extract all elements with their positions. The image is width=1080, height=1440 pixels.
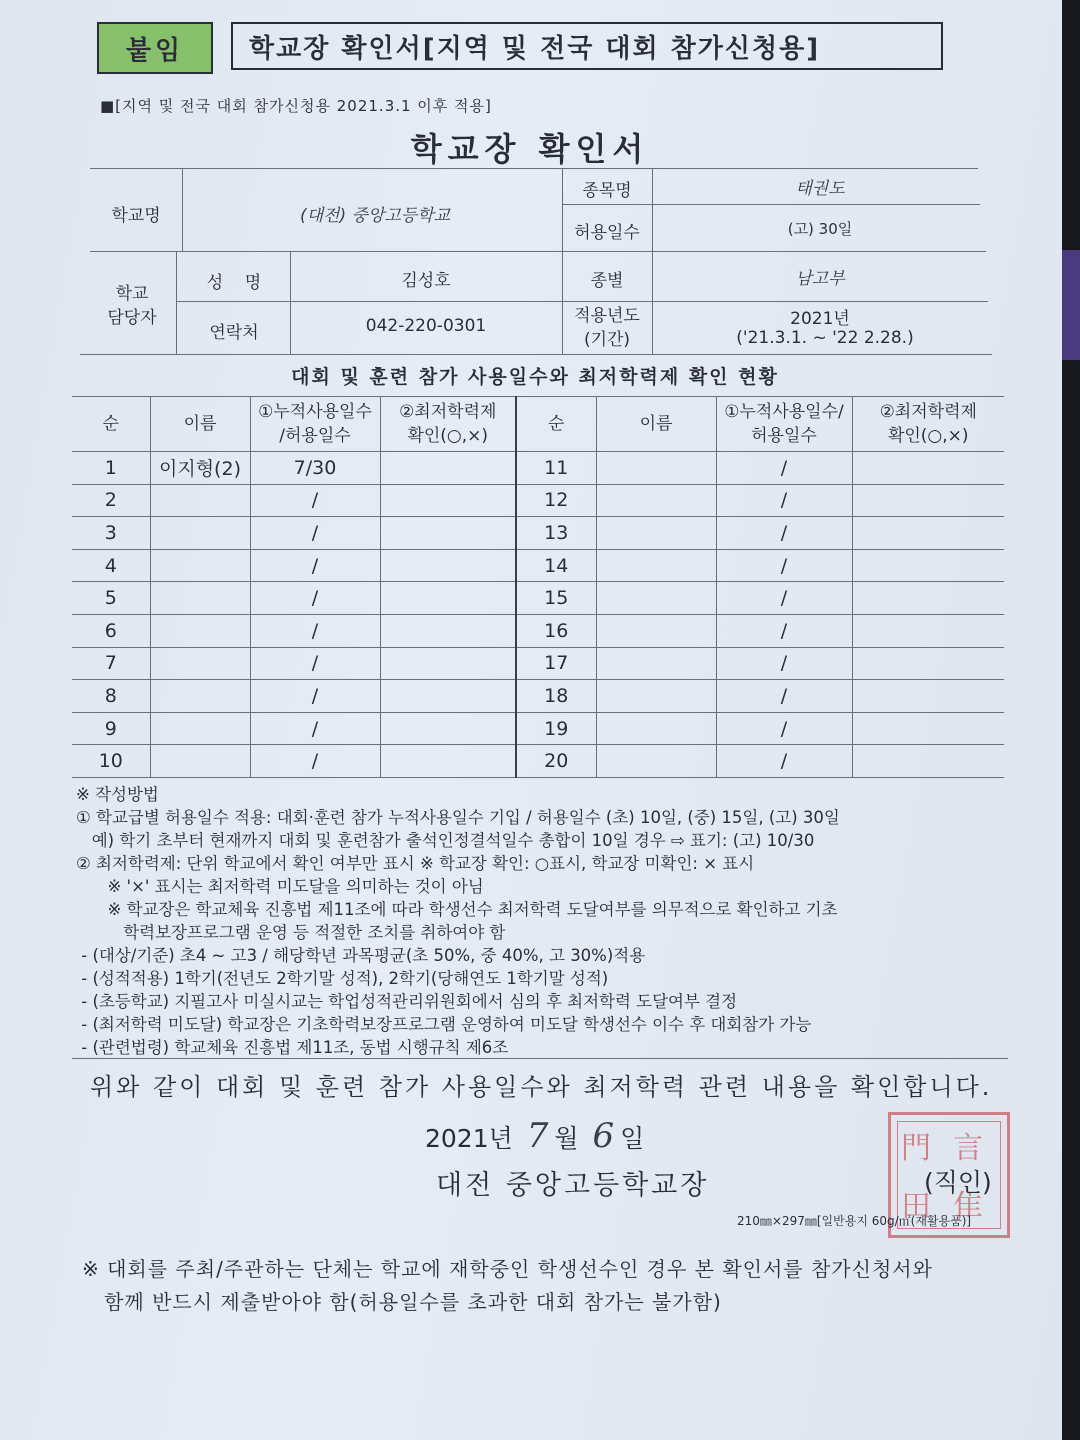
applicability-note: ■[지역 및 전국 대회 참가신청용 2021.3.1 이후 적용] bbox=[100, 97, 492, 115]
academic-check bbox=[852, 647, 1004, 680]
days-used: / bbox=[716, 647, 852, 680]
academic-check bbox=[380, 549, 516, 582]
allowed-days-label: 허용일수 bbox=[574, 223, 640, 243]
seal-label: (직인) bbox=[924, 1168, 992, 1197]
paper-spec: 210㎜×297㎜[일반용지 60g/㎡(재활용품)] bbox=[737, 1214, 972, 1228]
athlete-name bbox=[596, 452, 716, 485]
athlete-name bbox=[596, 549, 716, 582]
academic-check bbox=[852, 712, 1004, 745]
col-header-days: ①누적사용일수 /허용일수 bbox=[250, 397, 380, 452]
academic-check bbox=[380, 484, 516, 517]
athlete-name bbox=[596, 484, 716, 517]
footer-line: 함께 반드시 제출받아야 함(허용일수를 초과한 대회 참가는 불가함) bbox=[82, 1290, 722, 1314]
footer-note bbox=[82, 1253, 1042, 1319]
athlete-name bbox=[596, 680, 716, 713]
contact-value: 042-220-0301 bbox=[365, 316, 487, 336]
athlete-name bbox=[150, 517, 250, 550]
instruction-line: - (관련법령) 학교체육 진흥법 제11조, 동법 시행규칙 제6조 bbox=[76, 1038, 509, 1057]
section-title: 대회 및 훈련 참가 사용일수와 최저학력제 확인 현황 bbox=[291, 366, 779, 388]
days-used: / bbox=[716, 484, 852, 517]
header-title: 학교장 확인서[지역 및 전국 대회 참가신청용] bbox=[231, 22, 943, 70]
col-header-name: 이름 bbox=[150, 397, 250, 452]
document-title: 학교장 확인서 bbox=[410, 130, 650, 168]
days-used: / bbox=[250, 614, 380, 647]
days-used: / bbox=[716, 614, 852, 647]
row-number: 8 bbox=[72, 680, 150, 713]
school-value: (대전) 중앙고등학교 bbox=[299, 206, 451, 226]
row-number: 3 bbox=[72, 517, 150, 550]
academic-check bbox=[380, 712, 516, 745]
days-used: / bbox=[250, 745, 380, 778]
table-row bbox=[72, 484, 1004, 517]
academic-check bbox=[380, 745, 516, 778]
days-used: / bbox=[250, 582, 380, 615]
table-row bbox=[72, 582, 1004, 615]
row-number: 9 bbox=[72, 712, 150, 745]
instruction-line: ② 최저학력제: 단위 학교에서 확인 여부만 표시 ※ 학교장 확인: ○표시, 학교장 미확인: × 표시 bbox=[76, 854, 755, 873]
school-label: 학교명 bbox=[111, 206, 161, 226]
academic-check bbox=[852, 549, 1004, 582]
athlete-name bbox=[150, 712, 250, 745]
row-number: 13 bbox=[516, 517, 596, 550]
instruction-line: - (초등학교) 지필고사 미실시교는 학업성적관리위원회에서 심의 후 최저학력 도달여부 결정 bbox=[76, 992, 738, 1011]
days-used: / bbox=[250, 680, 380, 713]
athlete-name bbox=[150, 614, 250, 647]
col-header-days-2: ①누적사용일수/ 허용일수 bbox=[716, 397, 852, 452]
row-number: 19 bbox=[516, 712, 596, 745]
instruction-line: ※ 작성방법 bbox=[76, 785, 159, 804]
date-day: 6 bbox=[592, 1116, 615, 1156]
row-number: 15 bbox=[516, 582, 596, 615]
info-rule-bottom bbox=[80, 354, 992, 355]
days-used: / bbox=[716, 452, 852, 485]
athlete-name bbox=[596, 582, 716, 615]
row-number: 2 bbox=[72, 484, 150, 517]
academic-check bbox=[852, 582, 1004, 615]
athlete-name bbox=[150, 680, 250, 713]
event-value: 태권도 bbox=[795, 179, 845, 199]
info-rule-top bbox=[90, 168, 978, 169]
days-used: / bbox=[716, 549, 852, 582]
days-used: / bbox=[716, 517, 852, 550]
year-period: ('21.3.1. ~ '22 2.28.) bbox=[736, 328, 914, 348]
days-used: / bbox=[716, 582, 852, 615]
division-value: 남고부 bbox=[795, 269, 845, 289]
academic-check bbox=[852, 745, 1004, 778]
date-month: 7 bbox=[526, 1116, 549, 1156]
info-divider bbox=[176, 251, 177, 354]
row-number: 10 bbox=[72, 745, 150, 778]
days-used: / bbox=[250, 484, 380, 517]
table-row bbox=[72, 647, 1004, 680]
table-row bbox=[72, 614, 1004, 647]
academic-check bbox=[852, 517, 1004, 550]
days-used: / bbox=[250, 712, 380, 745]
info-divider bbox=[652, 168, 653, 354]
contact-label: 연락처 bbox=[209, 323, 259, 343]
days-used: / bbox=[250, 517, 380, 550]
academic-check bbox=[380, 582, 516, 615]
athlete-name bbox=[150, 582, 250, 615]
issue-date bbox=[425, 1116, 644, 1156]
days-used: / bbox=[716, 712, 852, 745]
academic-check bbox=[852, 614, 1004, 647]
division-label: 종별 bbox=[590, 271, 624, 291]
table-row bbox=[72, 452, 1004, 485]
instruction-line: ※ '×' 표시는 최저학력 미도달을 의미하는 것이 아님 bbox=[76, 877, 484, 896]
col-header-number-2: 순 bbox=[516, 397, 596, 452]
confirmation-statement: 위와 같이 대회 및 훈련 참가 사용일수와 최저학력 관련 내용을 확인합니다. bbox=[90, 1073, 993, 1101]
row-number: 16 bbox=[516, 614, 596, 647]
academic-check bbox=[380, 680, 516, 713]
col-header-name-2: 이름 bbox=[596, 397, 716, 452]
allowed-days-value: (고) 30일 bbox=[787, 220, 853, 238]
info-rule bbox=[176, 301, 988, 302]
attachment-tag: 붙임 bbox=[97, 22, 213, 74]
row-number: 18 bbox=[516, 680, 596, 713]
instruction-line: ※ 학교장은 학교체육 진흥법 제11조에 따라 학생선수 최저학력 도달여부를 의무적으로 확인하고 기초 bbox=[76, 900, 838, 919]
athlete-name bbox=[596, 614, 716, 647]
info-divider bbox=[290, 251, 291, 354]
instruction-line: - (성적적용) 1학기(전년도 2학기말 성적), 2학기(당해연도 1학기말 성적) bbox=[76, 969, 609, 988]
col-header-academic: ②최저학력제 확인(○,×) bbox=[380, 397, 516, 452]
athlete-name bbox=[150, 549, 250, 582]
table-row bbox=[72, 549, 1004, 582]
instruction-line: 학력보장프로그램 운영 등 적절한 조치를 취하여야 함 bbox=[76, 923, 506, 942]
instruction-line: ① 학교급별 허용일수 적용: 대회·훈련 참가 누적사용일수 기입 / 허용일수 (초) 10일, (중) 15일, (고) 30일 bbox=[76, 808, 840, 827]
row-number: 4 bbox=[72, 549, 150, 582]
date-day-label: 일 bbox=[620, 1124, 645, 1153]
event-label: 종목명 bbox=[582, 181, 632, 201]
academic-check bbox=[380, 614, 516, 647]
row-number: 20 bbox=[516, 745, 596, 778]
academic-check bbox=[380, 517, 516, 550]
footer-line: ※ 대회를 주최/주관하는 단체는 학교에 재학중인 학생선수인 경우 본 확인서를 참가신청서와 bbox=[82, 1257, 933, 1281]
name-value: 김성호 bbox=[401, 271, 451, 291]
info-divider bbox=[182, 168, 183, 252]
year-label: 적용년도 (기간) bbox=[574, 306, 640, 350]
academic-check bbox=[852, 680, 1004, 713]
instruction-line: - (최저학력 미도달) 학교장은 기초학력보장프로그램 운영하여 미도달 학생선수 이수 후 대회참가 가능 bbox=[76, 1015, 812, 1034]
date-year: 2021년 bbox=[425, 1124, 513, 1153]
row-number: 14 bbox=[516, 549, 596, 582]
row-number: 7 bbox=[72, 647, 150, 680]
days-used: / bbox=[716, 745, 852, 778]
principal-name: 대전 중앙고등학교장 bbox=[436, 1170, 710, 1201]
table-row bbox=[72, 745, 1004, 778]
official-seal: ⾨ ⾔ ⽥ ⾫ bbox=[888, 1112, 1010, 1238]
athlete-name bbox=[596, 517, 716, 550]
name-label: 성 명 bbox=[206, 273, 262, 293]
athlete-name bbox=[596, 647, 716, 680]
instructions-rule bbox=[72, 1058, 1008, 1059]
info-divider bbox=[562, 168, 563, 354]
col-header-academic-2: ②최저학력제 확인(○,×) bbox=[852, 397, 1004, 452]
row-number: 1 bbox=[72, 452, 150, 485]
background-glow bbox=[1062, 250, 1080, 360]
date-month-label: 월 bbox=[554, 1124, 579, 1153]
writing-instructions bbox=[76, 783, 1016, 1059]
row-number: 17 bbox=[516, 647, 596, 680]
table-row bbox=[72, 680, 1004, 713]
athlete-name: 이지형(2) bbox=[150, 452, 250, 485]
row-number: 12 bbox=[516, 484, 596, 517]
instruction-line: 예) 학기 초부터 현재까지 대회 및 훈련참가 출석인정결석일수 총합이 10일 경우 ⇨ 표기: (고) 10/30 bbox=[76, 831, 815, 850]
academic-check bbox=[852, 452, 1004, 485]
table-header-row bbox=[72, 397, 1004, 452]
info-rule bbox=[562, 204, 980, 205]
days-used: / bbox=[250, 647, 380, 680]
row-number: 5 bbox=[72, 582, 150, 615]
athlete-name bbox=[596, 712, 716, 745]
manager-label: 학교 담당자 bbox=[107, 284, 157, 328]
usage-table bbox=[72, 396, 1004, 778]
year-value: 2021년 bbox=[790, 309, 850, 329]
athlete-name bbox=[150, 745, 250, 778]
days-used: 7/30 bbox=[250, 452, 380, 485]
athlete-name bbox=[150, 484, 250, 517]
background-edge bbox=[1062, 0, 1080, 1440]
col-header-number: 순 bbox=[72, 397, 150, 452]
info-rule bbox=[90, 251, 986, 252]
academic-check bbox=[380, 452, 516, 485]
athlete-name bbox=[596, 745, 716, 778]
days-used: / bbox=[250, 549, 380, 582]
academic-check bbox=[852, 484, 1004, 517]
row-number: 6 bbox=[72, 614, 150, 647]
table-row bbox=[72, 712, 1004, 745]
instruction-line: - (대상/기준) 초4 ~ 고3 / 해당학년 과목평균(초 50%, 중 40%, 고 30%)적용 bbox=[76, 946, 646, 965]
table-row bbox=[72, 517, 1004, 550]
athlete-name bbox=[150, 647, 250, 680]
academic-check bbox=[380, 647, 516, 680]
days-used: / bbox=[716, 680, 852, 713]
row-number: 11 bbox=[516, 452, 596, 485]
